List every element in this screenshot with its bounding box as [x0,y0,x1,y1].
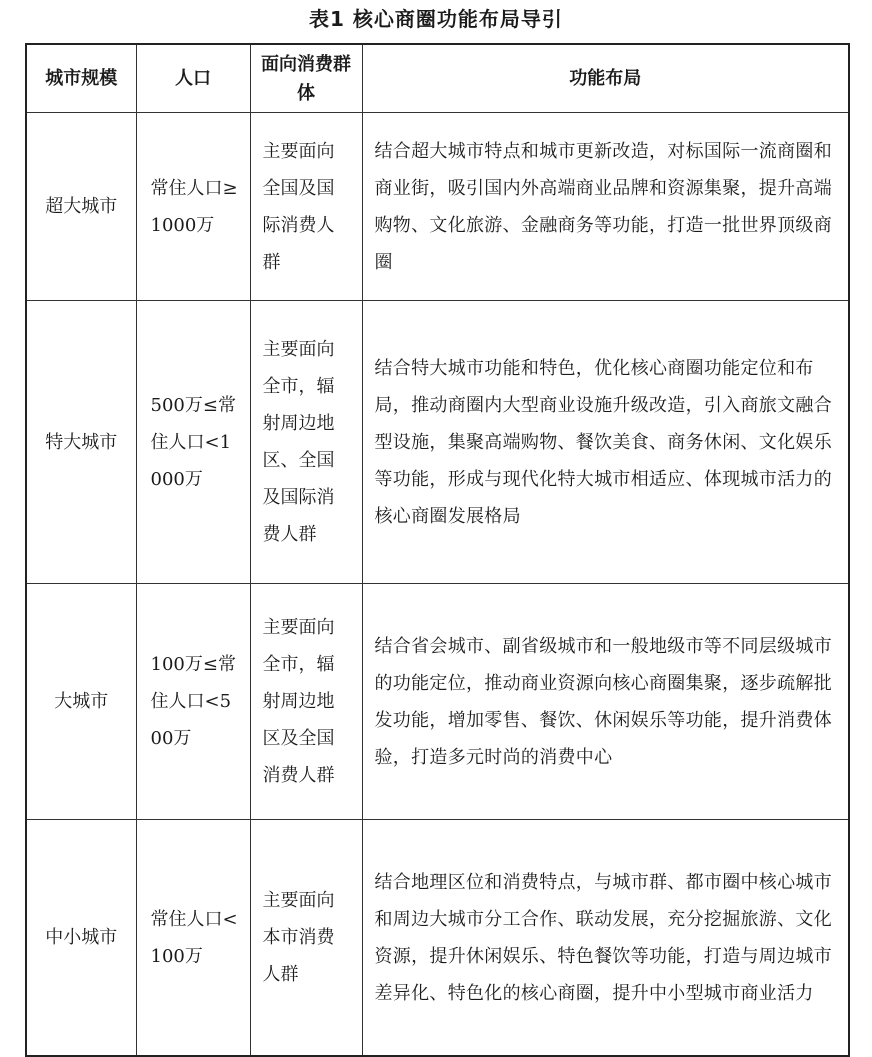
table-row [26,584,849,820]
header-consumer-group: 面向消费群体 [250,44,362,113]
cell-consumer-group: 主要面向本市消费人群 [250,820,362,1057]
table-header-row [26,44,849,113]
cell-consumer-group: 主要面向全国及国际消费人群 [250,113,362,301]
cell-city-scale: 超大城市 [26,113,136,301]
table-caption: 表1 核心商圈功能布局导引 [309,7,563,31]
cell-city-scale: 特大城市 [26,301,136,584]
header-city-scale: 城市规模 [26,44,136,113]
cell-city-scale: 中小城市 [26,820,136,1057]
cell-consumer-group: 主要面向全市，辐射周边地区、全国及国际消费人群 [250,301,362,584]
cell-function-layout: 结合特大城市功能和特色，优化核心商圈功能定位和布局，推动商圈内大型商业设施升级改造，引入商旅文融合型设施，集聚高端购物、餐饮美食、商务休闲、文化娱乐等功能，形成与现代化特大城市相适应、体现城市活力的核心商圈发展格局 [362,301,849,584]
table-row [26,113,849,301]
header-population: 人口 [136,44,250,113]
cell-population: 常住人口<100万 [136,820,250,1057]
cell-population: 100万≤常住人口<500万 [136,584,250,820]
cell-population: 常住人口≥1000万 [136,113,250,301]
cell-function-layout: 结合省会城市、副省级城市和一般地级市等不同层级城市的功能定位，推动商业资源向核心商圈集聚，逐步疏解批发功能，增加零售、餐饮、休闲娱乐等功能，提升消费体验，打造多元时尚的消费中心 [362,584,849,820]
cell-population: 500万≤常住人口<1000万 [136,301,250,584]
commercial-district-guide-table [25,43,850,1057]
cell-consumer-group: 主要面向全市，辐射周边地区及全国消费人群 [250,584,362,820]
cell-function-layout: 结合超大城市特点和城市更新改造，对标国际一流商圈和商业街，吸引国内外高端商业品牌和资源集聚，提升高端购物、文化旅游、金融商务等功能，打造一批世界顶级商圈 [362,113,849,301]
cell-city-scale: 大城市 [26,584,136,820]
header-function-layout: 功能布局 [362,44,849,113]
table-row [26,301,849,584]
table-row [26,820,849,1057]
cell-function-layout: 结合地理区位和消费特点，与城市群、都市圈中核心城市和周边大城市分工合作、联动发展，充分挖掘旅游、文化资源，提升休闲娱乐、特色餐饮等功能，打造与周边城市差异化、特色化的核心商圈，提升中小型城市商业活力 [362,820,849,1057]
